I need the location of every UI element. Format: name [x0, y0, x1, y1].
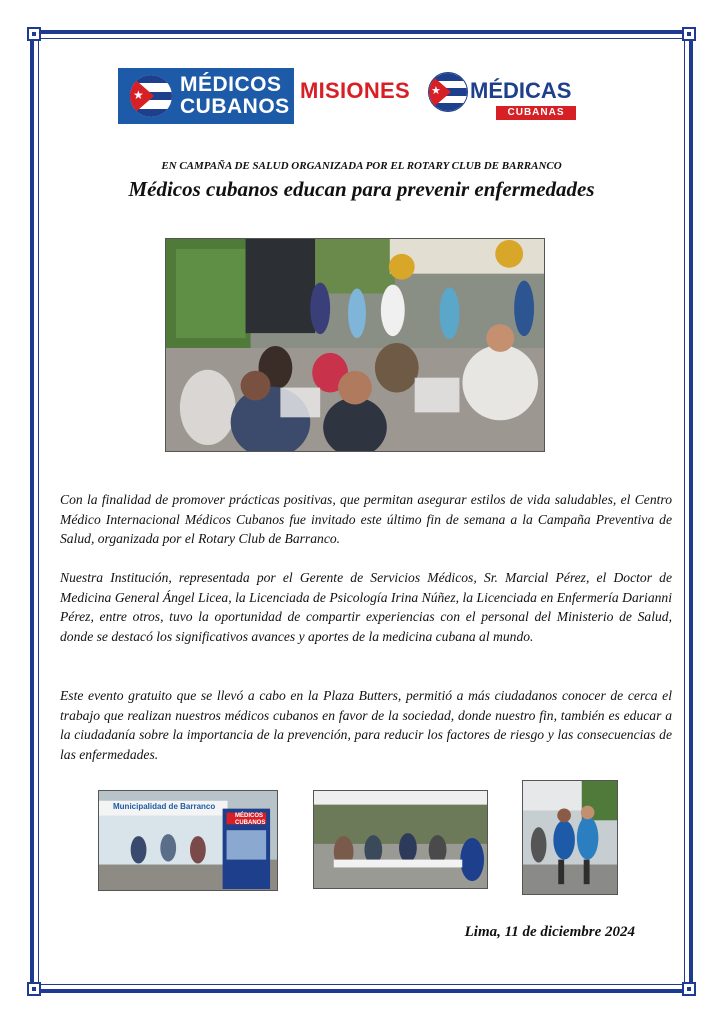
medicos-cubanos-logo	[118, 68, 294, 124]
rollup-banner-line2: CUBANOS	[235, 820, 266, 826]
article-headline: Médicos cubanos educan para prevenir enfermedades	[128, 177, 595, 201]
logo-word-cubanas: CUBANAS	[496, 106, 576, 120]
cuban-flag-icon: ★	[130, 75, 172, 117]
article-paragraph: Este evento gratuito que se llevó a cabo en la Plaza Butters, permitió a más ciudadanos conocer de cerca el trabajo que realizan nuestros médicos cubanos en favor de la sociedad, donde nuestro fin, también es educar a la ciudadanía sobre la importancia de la prevención, para reducir los factores de riesgo y las consecuencias de las enfermedades.	[60, 688, 672, 762]
border-corner-ornament	[682, 27, 696, 41]
logo-text-line2: CUBANOS	[180, 95, 290, 118]
main-event-photo	[165, 238, 545, 452]
border-corner-ornament	[27, 27, 41, 41]
consultation-tent-photo	[313, 790, 488, 889]
staff-group-photo	[522, 780, 618, 895]
article-kicker: EN CAMPAÑA DE SALUD ORGANIZADA POR EL ROTARY CLUB DE BARRANCO	[161, 160, 562, 172]
logo-word-misiones: MISIONES	[300, 78, 410, 103]
dateline: Lima, 11 de diciembre 2024	[464, 924, 635, 940]
border-corner-ornament	[682, 982, 696, 996]
cuban-flag-icon: ★	[428, 72, 468, 112]
logo-text-line1: MÉDICOS	[180, 73, 282, 96]
tent-photo	[98, 790, 278, 891]
article-paragraph: Con la finalidad de promover prácticas positivas, que permitan asegurar estilos de vida saludables, el Centro Médico Internacional Médicos Cubanos fue invitado este último fin de semana a la Campaña Preventiva de Salud, organizada por el Rotary Club de Barranco.	[60, 492, 672, 546]
logo-word-medicas: MÉDICAS	[470, 78, 572, 103]
misiones-medicas-logo	[300, 70, 600, 124]
rollup-banner-line1: MÉDICOS	[235, 813, 264, 819]
article-paragraph: Nuestra Institución, representada por el Gerente de Servicios Médicos, Sr. Marcial Pérez, el Doctor de Medicina General Ángel Licea, la Licenciada de Psicología Irina Núñez, la Licenciada en Enfermería Darianni Pérez, entre otros, tuvo la oportunidad de compartir experiencias con el personal del Ministerio de Salud, donde se destacó los significativos avances y aportes de la medicina cubana al mundo.	[60, 570, 672, 644]
tent-banner-text: Municipalidad de Barranco	[113, 802, 216, 811]
border-corner-ornament	[27, 982, 41, 996]
